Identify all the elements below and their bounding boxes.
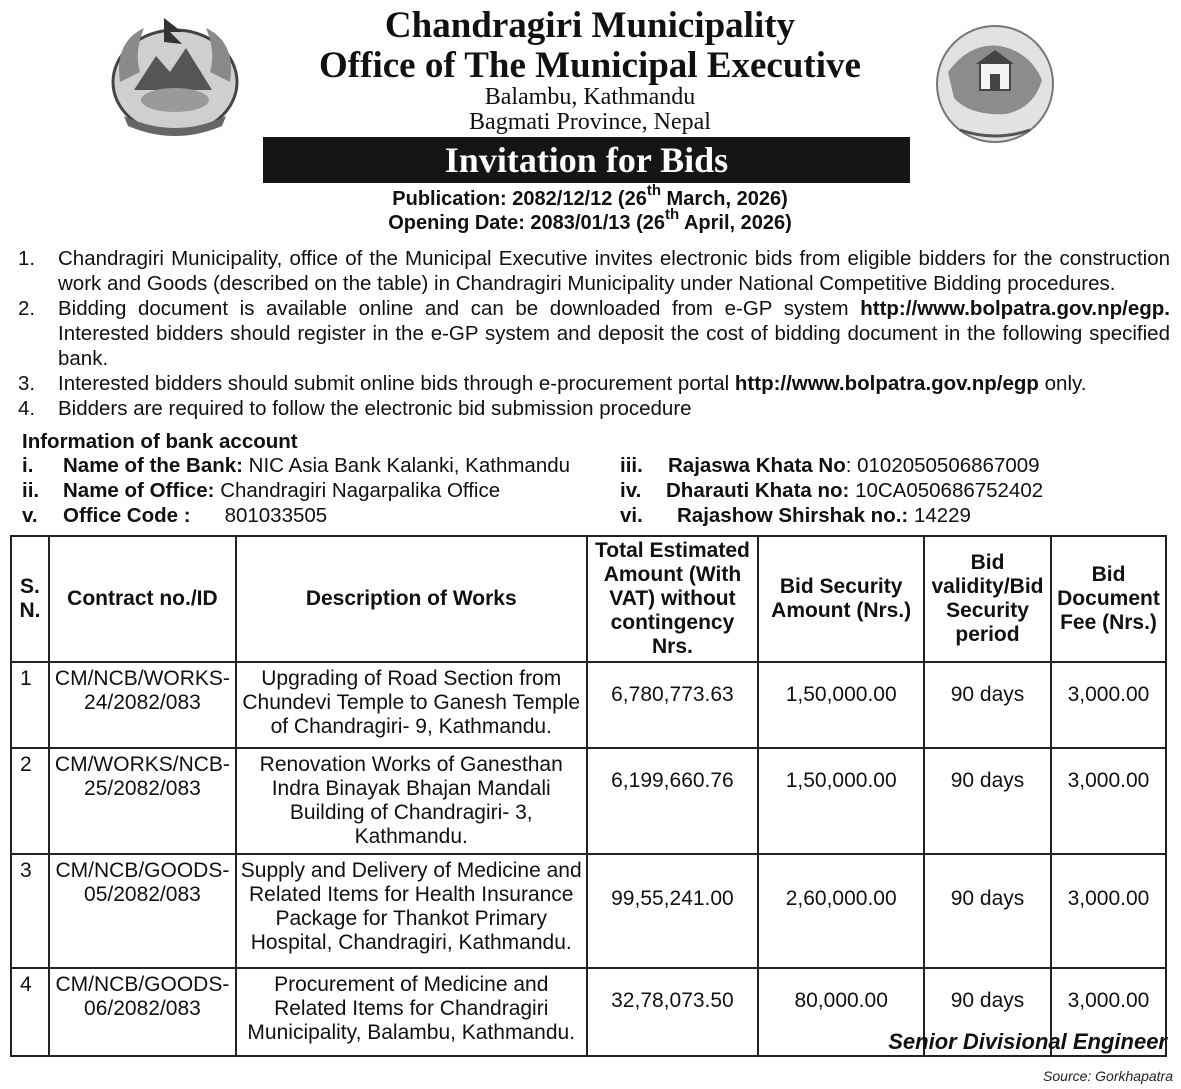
list-text-b: only. (1038, 372, 1087, 395)
bank-row-number: iv. (620, 479, 642, 502)
address-line-2: Bagmati Province, Nepal (469, 109, 711, 135)
municipality-name: Chandragiri Municipality (384, 5, 796, 46)
header-total-amount: Total Estimated Amount (With VAT) without contingency Nrs. (587, 536, 759, 662)
cell-contract: CM/WORKS/NCB-25/2082/083 (49, 748, 236, 854)
bank-row-number: vi. (620, 504, 643, 527)
cell-fee: 3,000.00 (1051, 854, 1166, 968)
list-item (18, 396, 1170, 421)
cell-validity: 90 days (924, 968, 1051, 1056)
bank-row-label: Rajashow Shirshak no.: (677, 504, 909, 527)
cell-sn: 3 (11, 854, 49, 968)
bank-row-number: iii. (620, 454, 643, 477)
table-row (11, 854, 1166, 968)
bank-row-number: i. (22, 454, 34, 477)
address-line-1: Balambu, Kathmandu (484, 84, 696, 110)
publication-tail: March, 2026) (661, 188, 788, 210)
cell-contract: CM/NCB/WORKS-24/2082/083 (49, 662, 236, 748)
list-item (18, 371, 1170, 396)
bank-row-number: ii. (22, 479, 40, 502)
cell-validity: 90 days (924, 662, 1051, 748)
bank-row-value: : 0102050506867009 (845, 454, 1040, 477)
list-text (58, 371, 1170, 396)
cell-total: 6,780,773.63 (587, 662, 759, 748)
header-sn: S. N. (11, 536, 49, 662)
header-description: Description of Works (236, 536, 587, 662)
bank-row-label: Dharauti Khata no: (666, 479, 850, 502)
bank-row-number: v. (22, 504, 38, 527)
table-row (11, 748, 1166, 854)
list-text: Bidders are required to follow the electronic bid submission procedure (58, 397, 692, 420)
list-number: 2. (18, 297, 36, 320)
bank-row-value: 10CA050686752402 (849, 479, 1044, 502)
cell-contract: CM/NCB/GOODS-06/2082/083 (49, 968, 236, 1056)
table-header-row (11, 536, 1166, 662)
list-item (18, 246, 1170, 296)
bank-row-label: Name of Office: (63, 479, 215, 502)
instructions-list (18, 246, 1170, 421)
bank-row-bank-name (22, 454, 570, 478)
egp-portal-link[interactable]: http://www.bolpatra.gov.np/egp (734, 372, 1039, 395)
bank-row-label: Office Code : (63, 504, 191, 527)
list-text-a: Interested bidders should submit online bids through e-procurement portal (58, 372, 735, 395)
source-credit: Source: Gorkhapatra (1043, 1068, 1173, 1084)
cell-description: Procurement of Medicine and Related Items for Chandragiri Municipality, Balambu, Kathmandu. (236, 968, 587, 1056)
bank-row-value: 801033505 (224, 504, 328, 527)
cell-sn: 2 (11, 748, 49, 854)
cell-validity: 90 days (924, 854, 1051, 968)
cell-description: Supply and Delivery of Medicine and Related Items for Health Insurance Package for Thankot Primary Hospital, Chandragiri, Kathmandu. (236, 854, 587, 968)
bank-row-value: Chandragiri Nagarpalika Office (214, 479, 501, 502)
list-number: 3. (18, 372, 36, 395)
opening-tail: April, 2026) (679, 212, 792, 234)
municipality-logo-icon (930, 22, 1060, 146)
opening-sup: th (664, 206, 680, 224)
egp-link[interactable]: http://www.bolpatra.gov.np/egp. (860, 297, 1170, 320)
cell-security: 2,60,000.00 (758, 854, 924, 968)
cell-fee: 3,000.00 (1051, 748, 1166, 854)
signature: Senior Divisional Engineer (888, 1029, 1167, 1054)
bank-row-value: 14229 (908, 504, 971, 527)
opening-date (300, 206, 880, 234)
bank-row-label: Rajaswa Khata No (668, 454, 846, 477)
page-title-banner: Invitation for Bids (263, 137, 910, 183)
cell-sn: 4 (11, 968, 49, 1056)
list-number: 4. (18, 397, 36, 420)
bank-row-dharauti (620, 479, 1043, 503)
list-text-a: Bidding document is available online and can be downloaded from e-GP system (58, 297, 861, 320)
cell-total: 6,199,660.76 (587, 748, 759, 854)
list-text (58, 296, 1170, 371)
header-bid-security: Bid Security Amount (Nrs.) (758, 536, 924, 662)
nepal-emblem-icon (104, 12, 246, 140)
cell-description: Upgrading of Road Section from Chundevi Temple to Ganesh Temple of Chandragiri- 9, Kathmandu. (236, 662, 587, 748)
cell-fee: 3,000.00 (1051, 662, 1166, 748)
cell-sn: 1 (11, 662, 49, 748)
bank-row-label: Name of the Bank: (63, 454, 243, 477)
office-name: Office of The Municipal Executive (319, 45, 861, 86)
cell-security: 1,50,000.00 (758, 662, 924, 748)
cell-security: 1,50,000.00 (758, 748, 924, 854)
header-contract: Contract no./ID (49, 536, 236, 662)
cell-total: 99,55,241.00 (587, 854, 759, 968)
cell-contract: CM/NCB/GOODS-05/2082/083 (49, 854, 236, 968)
opening-label: Opening Date: 2083/01/13 (26 (388, 212, 665, 234)
publication-sup: th (646, 182, 661, 200)
publication-label: Publication: 2082/12/12 (26 (392, 188, 647, 210)
header-document-fee: Bid Document Fee (Nrs.) (1051, 536, 1166, 662)
cell-security: 80,000.00 (758, 968, 924, 1056)
cell-description: Renovation Works of Ganesthan Indra Binayak Bhajan Mandali Building of Chandragiri- 3, Kathmandu. (236, 748, 587, 854)
bank-row-office-name (22, 479, 500, 503)
header-validity: Bid validity/Bid Security period (924, 536, 1051, 662)
bank-row-value: NIC Asia Bank Kalanki, Kathmandu (242, 454, 571, 477)
bank-info-title: Information of bank account (22, 430, 298, 453)
bids-table (10, 535, 1167, 1057)
cell-fee: 3,000.00 (1051, 968, 1166, 1056)
bank-row-shirshak (620, 504, 971, 528)
publication-date (300, 182, 880, 210)
list-number: 1. (18, 247, 36, 270)
list-text-b: Interested bidders should register in the e-GP system and deposit the cost of bidding document in the following specified bank. (58, 322, 1170, 370)
bank-row-office-code (22, 504, 327, 528)
list-text: Chandragiri Municipality, office of the Municipal Executive invites electronic bids from eligible bidders for the construction work and Goods (described on the table) in Chandragiri Municipality under National Competitive Bidding procedures. (58, 247, 1170, 295)
bank-row-rajaswa (620, 454, 1040, 478)
list-item (18, 296, 1170, 371)
cell-validity: 90 days (924, 748, 1051, 854)
table-row (11, 662, 1166, 748)
cell-total: 32,78,073.50 (587, 968, 759, 1056)
